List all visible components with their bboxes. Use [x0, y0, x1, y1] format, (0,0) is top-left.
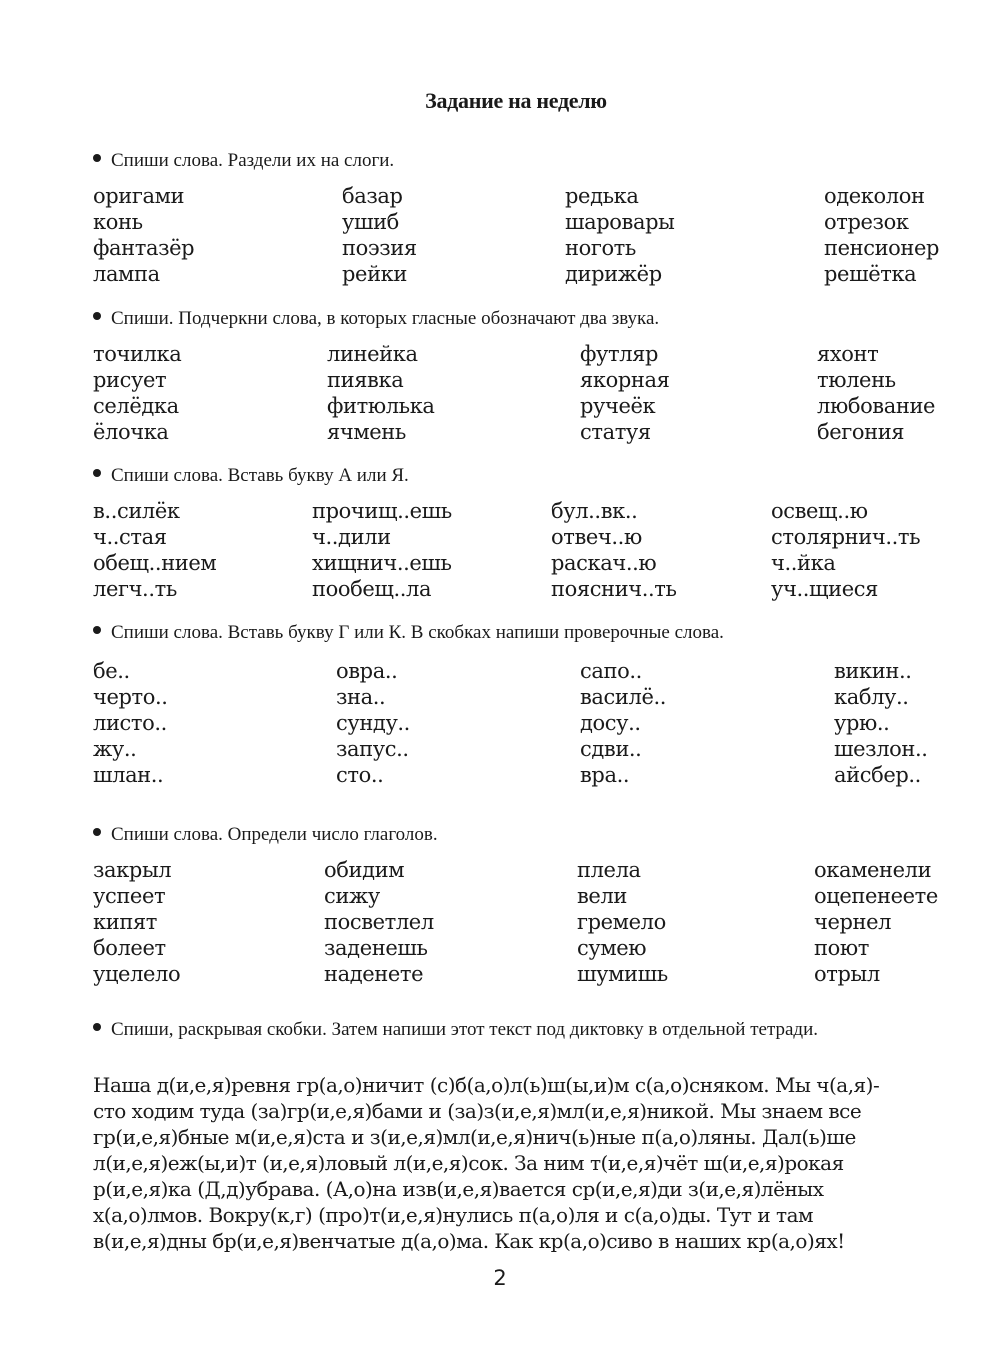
word-cell: яхонт: [817, 342, 879, 366]
word-cell: прочищ..ешь: [312, 499, 452, 523]
word-cell: столярнич..ть: [771, 525, 921, 549]
word-row: [0, 658, 1000, 684]
word-cell: пенсионер: [824, 236, 940, 260]
page-title: Задание на неделю: [425, 88, 607, 113]
word-row: [0, 550, 1000, 576]
word-row: [0, 909, 1000, 935]
word-cell: сдви..: [580, 737, 642, 761]
task-instruction-2: Спиши. Подчеркни слова, в которых гласные обозначают два звука.: [93, 306, 659, 332]
word-row: [0, 576, 1000, 602]
text-line: х(а,о)лмов. Вокру(к,г) (про)т(и,е,я)нулись п(а,о)ля и с(а,о)ды. Тут и там: [93, 1203, 814, 1227]
word-row: [0, 524, 1000, 550]
word-cell: вра..: [580, 763, 630, 787]
word-row: [0, 710, 1000, 736]
word-cell: каблу..: [834, 685, 909, 709]
word-cell: бул..вк..: [551, 499, 638, 523]
word-cell: точилка: [93, 342, 182, 366]
word-cell: легч..ть: [93, 577, 177, 601]
word-cell: ч..дили: [312, 525, 391, 549]
word-cell: редька: [565, 184, 639, 208]
word-row: [0, 684, 1000, 710]
word-cell: пообещ..ла: [312, 577, 432, 601]
word-cell: шумишь: [577, 962, 668, 986]
word-cell: линейка: [327, 342, 418, 366]
task-instruction-1: Спиши слова. Раздели их на слоги.: [93, 148, 394, 174]
word-cell: ноготь: [565, 236, 636, 260]
word-cell: кипят: [93, 910, 157, 934]
word-row: [0, 367, 1000, 393]
word-cell: шлан..: [93, 763, 164, 787]
word-cell: сапо..: [580, 659, 642, 683]
task-instruction-6: Спиши, раскрывая скобки. Затем напиши этот текст под диктовку в отдельной тетради.: [93, 1017, 973, 1043]
word-row: [0, 183, 1000, 209]
word-cell: урю..: [834, 711, 890, 735]
word-grid-3: [0, 498, 1000, 602]
word-row: [0, 235, 1000, 261]
task-instruction-5: Спиши слова. Определи число глаголов.: [93, 822, 438, 848]
word-cell: викин..: [834, 659, 912, 683]
word-cell: уч..щиеся: [771, 577, 878, 601]
word-cell: дирижёр: [565, 262, 662, 286]
word-row: [0, 341, 1000, 367]
word-cell: чернел: [814, 910, 892, 934]
text-line: л(и,е,я)еж(ы,и)т (и,е,я)ловый л(и,е,я)сок. За ним т(и,е,я)чёт ш(и,е,я)рокая: [93, 1151, 844, 1175]
word-row: [0, 209, 1000, 235]
text-line: сто ходим туда (за)гр(и,е,я)бами и (за)з(и,е,я)мл(и,е,я)никой. Мы знаем все: [93, 1099, 862, 1123]
word-cell: сто..: [336, 763, 384, 787]
word-cell: зна..: [336, 685, 386, 709]
word-cell: наденете: [324, 962, 424, 986]
word-cell: освещ..ю: [771, 499, 868, 523]
word-cell: пояснич..ть: [551, 577, 677, 601]
word-cell: хищнич..ешь: [312, 551, 452, 575]
word-cell: уцелело: [93, 962, 181, 986]
word-cell: сунду..: [336, 711, 410, 735]
word-row: [0, 762, 1000, 788]
word-cell: тюлень: [817, 368, 896, 392]
word-cell: ёлочка: [93, 420, 169, 444]
word-cell: ушиб: [342, 210, 399, 234]
word-cell: базар: [342, 184, 403, 208]
bullet-icon: [93, 154, 101, 162]
word-cell: в..силёк: [93, 499, 180, 523]
word-cell: футляр: [580, 342, 659, 366]
word-cell: рисует: [93, 368, 167, 392]
word-cell: бегония: [817, 420, 905, 444]
word-cell: любование: [817, 394, 936, 418]
bullet-icon: [93, 312, 101, 320]
text-line: гр(и,е,я)бные м(и,е,я)ста и з(и,е,я)мл(и,е,я)нич(ь)ные п(а,о)ляны. Дал(ь)ше: [93, 1125, 856, 1149]
word-cell: решётка: [824, 262, 917, 286]
word-cell: ячмень: [327, 420, 406, 444]
word-cell: поют: [814, 936, 869, 960]
word-cell: поэзия: [342, 236, 417, 260]
word-row: [0, 961, 1000, 987]
task-instruction-4: Спиши слова. Вставь букву Г или К. В скобках напиши проверочные слова.: [93, 620, 724, 646]
word-row: [0, 393, 1000, 419]
word-cell: раскач..ю: [551, 551, 657, 575]
task-instruction-3: Спиши слова. Вставь букву А или Я.: [93, 463, 409, 489]
word-cell: отрыл: [814, 962, 880, 986]
word-row: [0, 736, 1000, 762]
word-cell: отвеч..ю: [551, 525, 642, 549]
word-cell: василё..: [580, 685, 667, 709]
word-grid-4: [0, 658, 1000, 788]
word-row: [0, 883, 1000, 909]
word-cell: шезлон..: [834, 737, 928, 761]
word-cell: селёдка: [93, 394, 179, 418]
word-cell: одеколон: [824, 184, 925, 208]
text-line: р(и,е,я)ка (Д,д)убрава. (А,о)на изв(и,е,я)вается ср(и,е,я)ди з(и,е,я)лёных: [93, 1177, 824, 1201]
word-cell: фитюлька: [327, 394, 435, 418]
word-cell: бе..: [93, 659, 130, 683]
word-cell: болеет: [93, 936, 166, 960]
word-cell: запус..: [336, 737, 409, 761]
word-cell: черто..: [93, 685, 168, 709]
word-cell: окаменели: [814, 858, 932, 882]
word-grid-5: [0, 857, 1000, 987]
word-cell: плела: [577, 858, 641, 882]
bullet-icon: [93, 626, 101, 634]
word-row: [0, 935, 1000, 961]
word-row: [0, 419, 1000, 445]
word-cell: отрезок: [824, 210, 909, 234]
text-line: Наша д(и,е,я)ревня гр(а,о)ничит (с)б(а,о)л(ь)ш(ы,и)м с(а,о)сняком. Мы ч(а,я)-: [93, 1073, 880, 1097]
word-cell: фантазёр: [93, 236, 195, 260]
text-line: в(и,е,я)дны бр(и,е,я)венчатые д(а,о)ма. Как кр(а,о)сиво в наших кр(а,о)ях!: [93, 1229, 845, 1253]
word-cell: ручеёк: [580, 394, 656, 418]
word-cell: вели: [577, 884, 627, 908]
word-cell: ч..стая: [93, 525, 167, 549]
bullet-icon: [93, 1023, 101, 1031]
word-cell: закрыл: [93, 858, 172, 882]
word-cell: якорная: [580, 368, 670, 392]
word-cell: конь: [93, 210, 143, 234]
word-cell: гремело: [577, 910, 666, 934]
word-cell: посветлел: [324, 910, 434, 934]
word-cell: оцепенеете: [814, 884, 938, 908]
word-cell: листо..: [93, 711, 167, 735]
word-cell: обещ..нием: [93, 551, 217, 575]
word-cell: ч..йка: [771, 551, 836, 575]
bullet-icon: [93, 469, 101, 477]
word-cell: шаровары: [565, 210, 675, 234]
word-grid-2: [0, 341, 1000, 445]
word-row: [0, 498, 1000, 524]
word-cell: статуя: [580, 420, 651, 444]
word-row: [0, 857, 1000, 883]
word-cell: пиявка: [327, 368, 404, 392]
word-cell: айсбер..: [834, 763, 921, 787]
word-cell: жу..: [93, 737, 137, 761]
word-cell: заденешь: [324, 936, 428, 960]
word-row: [0, 261, 1000, 287]
word-grid-1: [0, 183, 1000, 287]
bullet-icon: [93, 828, 101, 836]
dictation-text: [93, 1072, 939, 1254]
page-number: 2: [493, 1266, 507, 1290]
word-cell: обидим: [324, 858, 405, 882]
word-cell: оригами: [93, 184, 185, 208]
word-cell: рейки: [342, 262, 407, 286]
word-cell: успеет: [93, 884, 166, 908]
word-cell: досу..: [580, 711, 641, 735]
word-cell: сижу: [324, 884, 380, 908]
word-cell: овра..: [336, 659, 398, 683]
word-cell: лампа: [93, 262, 160, 286]
word-cell: сумею: [577, 936, 647, 960]
